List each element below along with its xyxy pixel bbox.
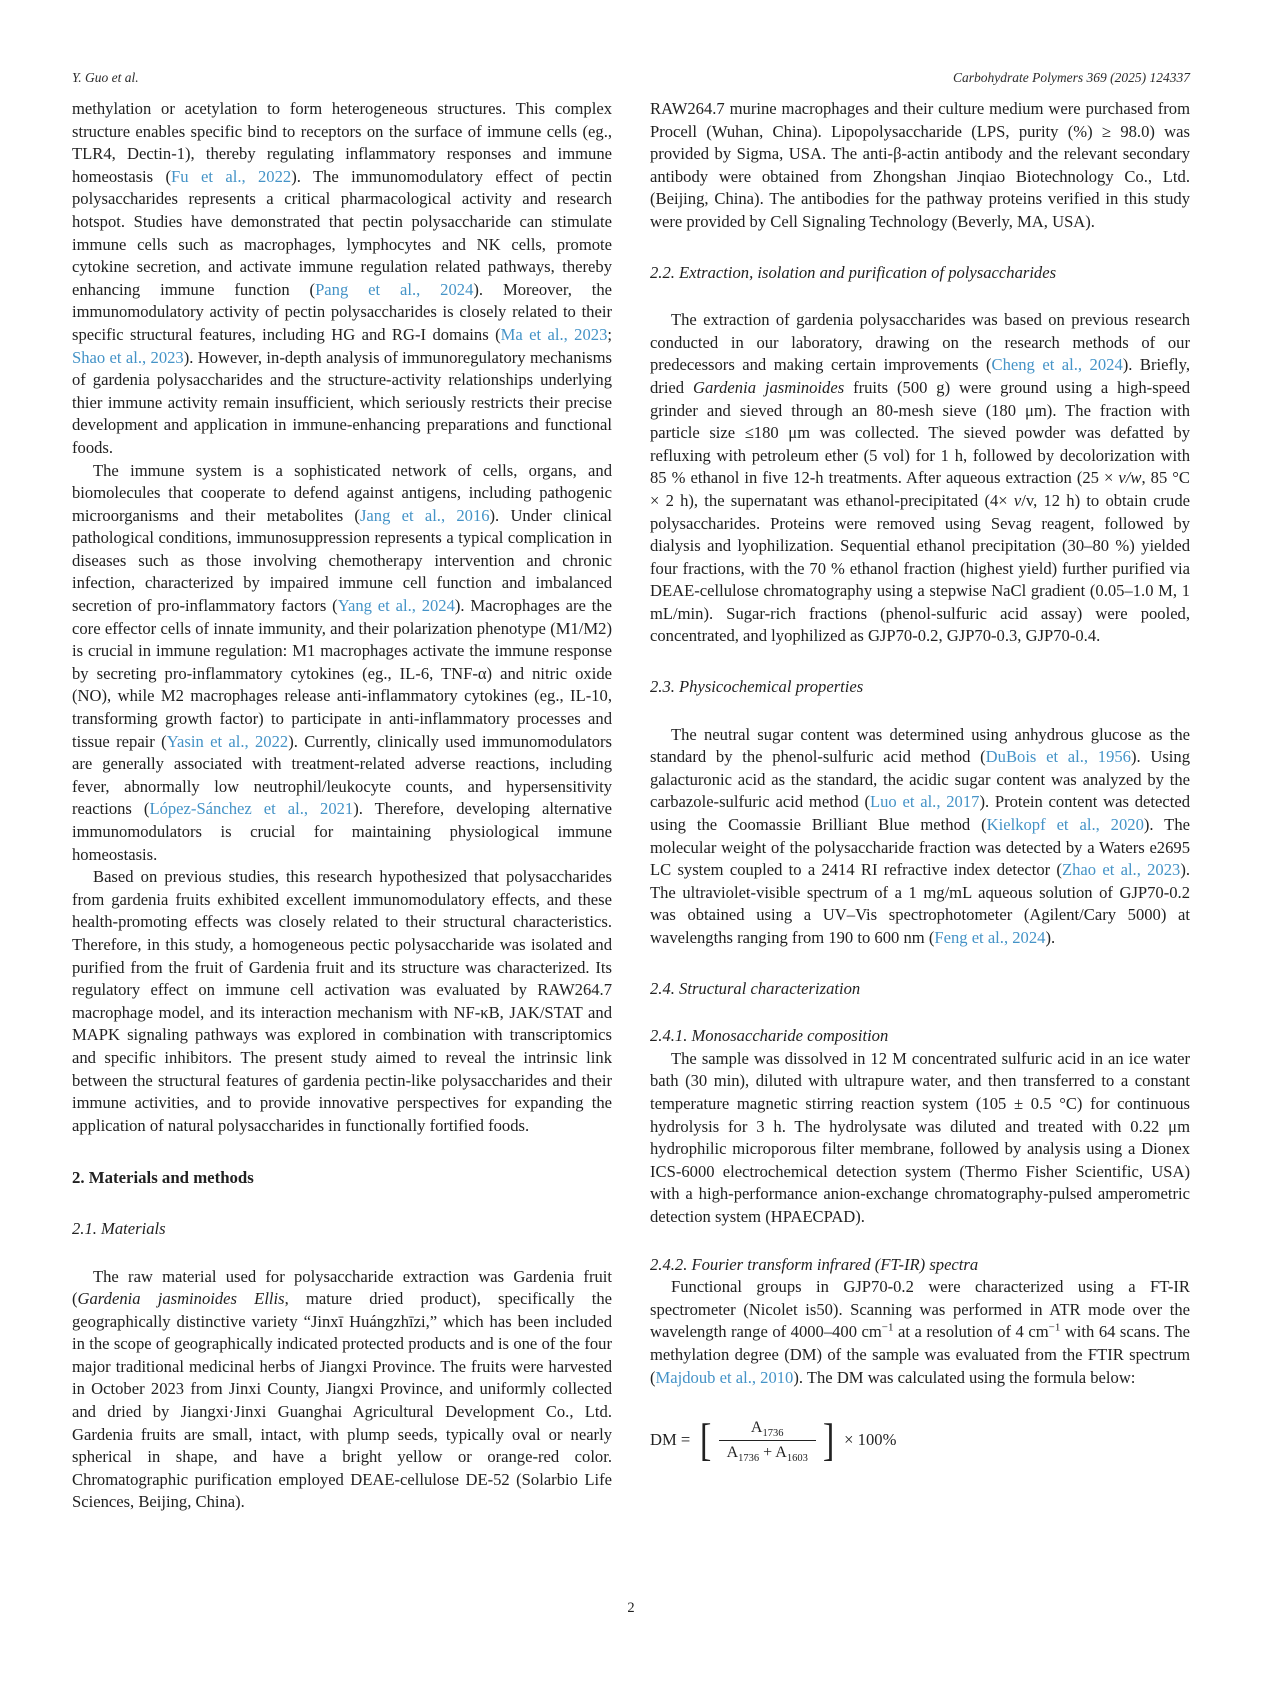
text-run: Based on previous studies, this research hypothesized that polysaccharides from gardenia fruits exhibited excellent immunomodulatory effects, and these health-promoting effects was closely related to their structural characteristics. Therefore, in this study, a homogeneous pectic polysaccharide was isolated and purified from the fruit of Gardenia fruit and its structure was characterized. Its regulatory effect on immune cell activation was evaluated by RAW264.7 macrophage model, and its interaction mechanism with NF-κB, JAK/STAT and MAPK signaling pathways was explored in combination with transcriptomics and specific inhibitors. The present study aimed to reveal the intrinsic link between the structural features of gardenia pectin-like polysaccharides and their immune activities, and to provide innovative perspectives for expanding the application of natural polysaccharides in functionally fortified foods. (72, 867, 612, 1135)
paragraph (650, 98, 1190, 234)
italic-text: Gardenia jasminoides Ellis (77, 1289, 285, 1309)
subsection-heading: 2.2. Extraction, isolation and purification of polysaccharides (650, 262, 1057, 282)
formula-numerator (743, 1418, 792, 1440)
formula-denominator: $A_{1736} + A_{1603}$ (719, 1440, 816, 1463)
formula-open-bracket: [ (700, 1414, 712, 1466)
formula-close-bracket: ] (822, 1414, 835, 1466)
citation-link[interactable]: Yang et al., 2024 (337, 596, 455, 616)
text-run: ). Therefore, developing alternative immunomodulators is crucial for maintaining physiological immune homeostasis. (72, 799, 612, 864)
subsection-heading: 2.3. Physicochemical properties (650, 677, 864, 697)
citation-link[interactable]: Majdoub et al., 2010 (655, 1367, 794, 1387)
subsubsection-heading: 2.4.2. Fourier transform infrared (FT-IR) spectra (650, 1254, 979, 1274)
citation-link[interactable]: Ma et al., 2023 (500, 324, 608, 344)
text-run: The extraction of gardenia polysaccharides was based on previous research conducted in our laboratory, drawing on the research methods of our predecessors and making certain improvements ( (650, 310, 1190, 375)
running-header-authors: Y. Guo et al. (72, 70, 139, 85)
text-run: ). The molecular weight of the polysaccharide fraction was detected by a Waters e2695 LC system coupled to a 2414 RI refractive index detector ( (650, 815, 1190, 880)
column-right (650, 98, 1190, 1514)
dm-formula (650, 1415, 1190, 1465)
paragraph (650, 1276, 1190, 1389)
text-run: ). The DM was calculated using the formula below: (793, 1367, 1136, 1387)
formula-lhs: DM = (650, 1429, 691, 1449)
column-left (72, 98, 612, 1514)
paragraph (650, 309, 1190, 648)
citation-link[interactable]: Feng et al., 2024 (934, 928, 1046, 947)
subsection-heading: 2.1. Materials (72, 1218, 166, 1238)
text-run: ). (1045, 928, 1056, 947)
citation-link[interactable]: DuBois et al., 1956 (985, 747, 1131, 767)
formula-term: $A_{1736}$ (726, 1443, 760, 1464)
text-run: methylation or acetylation to form heterogeneous structures. This complex structure enables specific bind to receptors on the surface of immune cells (eg., TLR4, Dectin-1), thereby regulating inflammatory responses and immune homeostasis ( (72, 99, 612, 186)
formula-fraction (719, 1418, 816, 1463)
page-number: 2 (627, 1600, 635, 1616)
article-body (72, 98, 1190, 1514)
citation-link[interactable]: Shao et al., 2023 (72, 347, 184, 367)
citation-link[interactable]: Cheng et al., 2024 (991, 355, 1123, 375)
text-run: ). Under clinical pathological conditions, immunosuppression represents a typical complication in diseases such as those involving chemotherapy intervention and chronic infection, characterized by impaired immune cell function and imbalanced secretion of pro-inflammatory factors ( (72, 505, 612, 616)
text-run: ). Moreover, the immunomodulatory activity of pectin polysaccharides is closely related to their specific structural features, including HG and RG-I domains ( (72, 279, 613, 344)
text-run: , mature dried product), specifically the geographically distinctive variety “Jinxī Huángzhīzi,” which has been included in the scope of geographically indicated protected products and is one of the four major traditional medicinal herbs of Jiangxi Province. The fruits were harvested in October 2023 from Jinxi County, Jiangxi Province, and uniformly collected and dried by Jiangxi·Jinxi Guanghai Agricultural Development Co., Ltd. Gardenia fruits are small, intact, with plump seeds, typically oval or nearly spherical in shape, and have a bright yellow or orange-red color. Chromatographic purification employed DEAE-cellulose DE-52 (Solarbio Life Sciences, Beijing, China). (72, 1289, 612, 1512)
citation-link[interactable]: Fu et al., 2022 (171, 166, 292, 186)
text-run: ). Protein content was detected using the Coomassie Brilliant Blue method ( (650, 792, 1190, 835)
text-run: with 64 scans. The methylation degree (DM) of the sample was evaluated from the FTIR spectrum ( (650, 1322, 1190, 1387)
formula-rhs: × 100% (844, 1429, 897, 1449)
citation-link[interactable]: Zhao et al., 2023 (1061, 860, 1181, 880)
text-run: fruits (500 g) were ground using a high-speed grinder and sieved through an 80-mesh sieve (180 μm). The fraction with particle size ≤180 μm was collected. The sieved powder was defatted by refluxing with petroleum ether (5 vol) for 1 h, followed by decolorization with 85 % ethanol in five 12-h treatments. After aqueous extraction (25 × (650, 377, 1190, 488)
formula-term: $A_{1603}$ (775, 1443, 808, 1464)
paragraph (650, 724, 1190, 950)
text-run: ). Using galacturonic acid as the standard, the acidic sugar content was analyzed by the carbazole-sulfuric acid method ( (650, 747, 1191, 812)
text-run: The immune system is a sophisticated network of cells, organs, and biomolecules that cooperate to defend against antigens, including pathogenic microorganisms and their metabolites ( (72, 460, 612, 525)
citation-link[interactable]: Luo et al., 2017 (869, 792, 980, 812)
citation-link[interactable]: Jang et al., 2016 (359, 505, 490, 525)
text-run: ). The immunomodulatory effect of pectin polysaccharides represents a critical pharmacological activity and research hotspot. Studies have demonstrated that pectin polysaccharide can stimulate immune cells such as macrophages, lymphocytes and NK cells, promote cytokine secretion, and activate immune regulation related pathways, thereby enhancing immune function ( (72, 166, 613, 299)
italic-text: Gardenia jasminoides (693, 377, 845, 397)
paragraph (72, 98, 612, 460)
citation-link[interactable]: Pang et al., 2024 (315, 279, 474, 299)
paragraph (650, 1048, 1190, 1229)
superscript-text: −1 (1048, 1321, 1061, 1334)
subsection-heading: 2.4. Structural characterization (650, 978, 861, 998)
text-run: RAW264.7 murine macrophages and their culture medium were purchased from Procell (Wuhan, China). Lipopolysaccharide (LPS, purity (%) ≥ 98.0) was provided by Sigma, USA. The anti-β-actin antibody and the relevant secondary antibody were obtained from Zhongshan Jinqiao Biotechnology Co., Ltd. (Beijing, China). The antibodies for the pathway proteins verified in this study were provided by Cell Signaling Technology (Beverly, MA, USA). (650, 99, 1190, 231)
text-run: ). Briefly, dried (650, 355, 1190, 397)
citation-link[interactable]: Yasin et al., 2022 (166, 731, 289, 751)
text-run: /v, 12 h) to obtain crude polysaccharides. Proteins were removed using Sevag reagent, followed by dialysis and lyophilization. Sequential ethanol precipitation (30–80 %) yielded four fractions, with the 70 % ethanol fraction (highest yield) further purified via DEAE-cellulose chromatography using a stepwise NaCl gradient (0.05–1.0 M, 1 mL/min). Sugar-rich fractions (phenol-sulfuric acid assay) were pooled, concentrated, and lyophilized as GJP70-0.2, GJP70-0.3, GJP70-0.4. (650, 490, 1191, 646)
paragraph (72, 1266, 612, 1515)
text-run: Functional groups in GJP70-0.2 were characterized using a FT-IR spectrometer (Nicolet is50). Scanning was performed in ATR mode over the wavelength range of 4000–400 cm (650, 1277, 1190, 1342)
running-header (72, 70, 1190, 86)
text-run: , 85 °C × 2 h), the supernatant was ethanol-precipitated (4× (650, 468, 1190, 510)
text-run: ). The ultraviolet-visible spectrum of a 1 mg/mL aqueous solution of GJP70-0.2 was obtained using a UV–Vis spectrophotometer (Agilent/Cary 5000) at wavelengths ranging from 190 to 600 nm ( (650, 860, 1190, 947)
citation-link[interactable]: Kielkopf et al., 2020 (986, 815, 1144, 835)
italic-text: v (1013, 490, 1022, 510)
text-run: The sample was dissolved in 12 M concentrated sulfuric acid in an ice water bath (30 min), diluted with ultrapure water, and then transferred to a constant temperature magnetic stirring reaction system (105 ± 0.5 °C) for continuous hydrolysis for 3 h. The hydrolysate was diluted and treated with 0.22 μm hydrophilic microporous filter membrane, followed by analysis using a Dionex ICS-6000 electrochemical detection system (Thermo Fisher Scientific, USA) with a high-performance anion-exchange chromatography-pulsed amperometric detection system (HPAECPAD). (650, 1048, 1190, 1226)
paragraph (72, 866, 612, 1137)
subsubsection-heading: 2.4.1. Monosaccharide composition (650, 1026, 889, 1046)
text-run: ). Macrophages are the core effector cells of innate immunity, and their polarization phenotype (M1/M2) is crucial in immune regulation: M1 macrophages activate the immune response by secreting pro-inflammatory cytokines (eg., IL-6, TNF-α) and nitric oxide (NO), while M2 macrophages release anti-inflammatory cytokines (eg., IL-10, transforming growth factor) to participate in anti-inflammatory processes and tissue repair ( (72, 596, 612, 751)
paragraph (72, 460, 612, 867)
citation-link[interactable]: López-Sánchez et al., 2021 (149, 799, 354, 819)
text-run: The raw material used for polysaccharide extraction was Gardenia fruit ( (72, 1266, 612, 1309)
text-run: ; (607, 324, 612, 344)
italic-text: v/w (1118, 468, 1142, 488)
text-run: The neutral sugar content was determined using anhydrous glucose as the standard by the phenol-sulfuric acid method ( (650, 724, 1190, 767)
superscript-text: −1 (881, 1321, 894, 1334)
text-run: ). However, in-depth analysis of immunoregulatory mechanisms of gardenia polysaccharides and the structure-activity relationships underlying thier immune activity remain insufficient, which seriously restricts their precise development and application in immune-enhancing preparations and functional foods. (72, 347, 612, 457)
formula-term: $A_{1736}$ (750, 1418, 784, 1439)
text-run: at a resolution of 4 cm (893, 1322, 1049, 1342)
page-footer (0, 1600, 1262, 1617)
running-header-journal: Carbohydrate Polymers 369 (2025) 124337 (953, 70, 1190, 85)
section-heading: 2. Materials and methods (72, 1168, 254, 1188)
text-run: ). Currently, clinically used immunomodulators are generally associated with treatment-related adverse reactions, including fever, abnormally low neutrophil/leukocyte counts, and hypersensitivity reactions ( (72, 731, 613, 819)
